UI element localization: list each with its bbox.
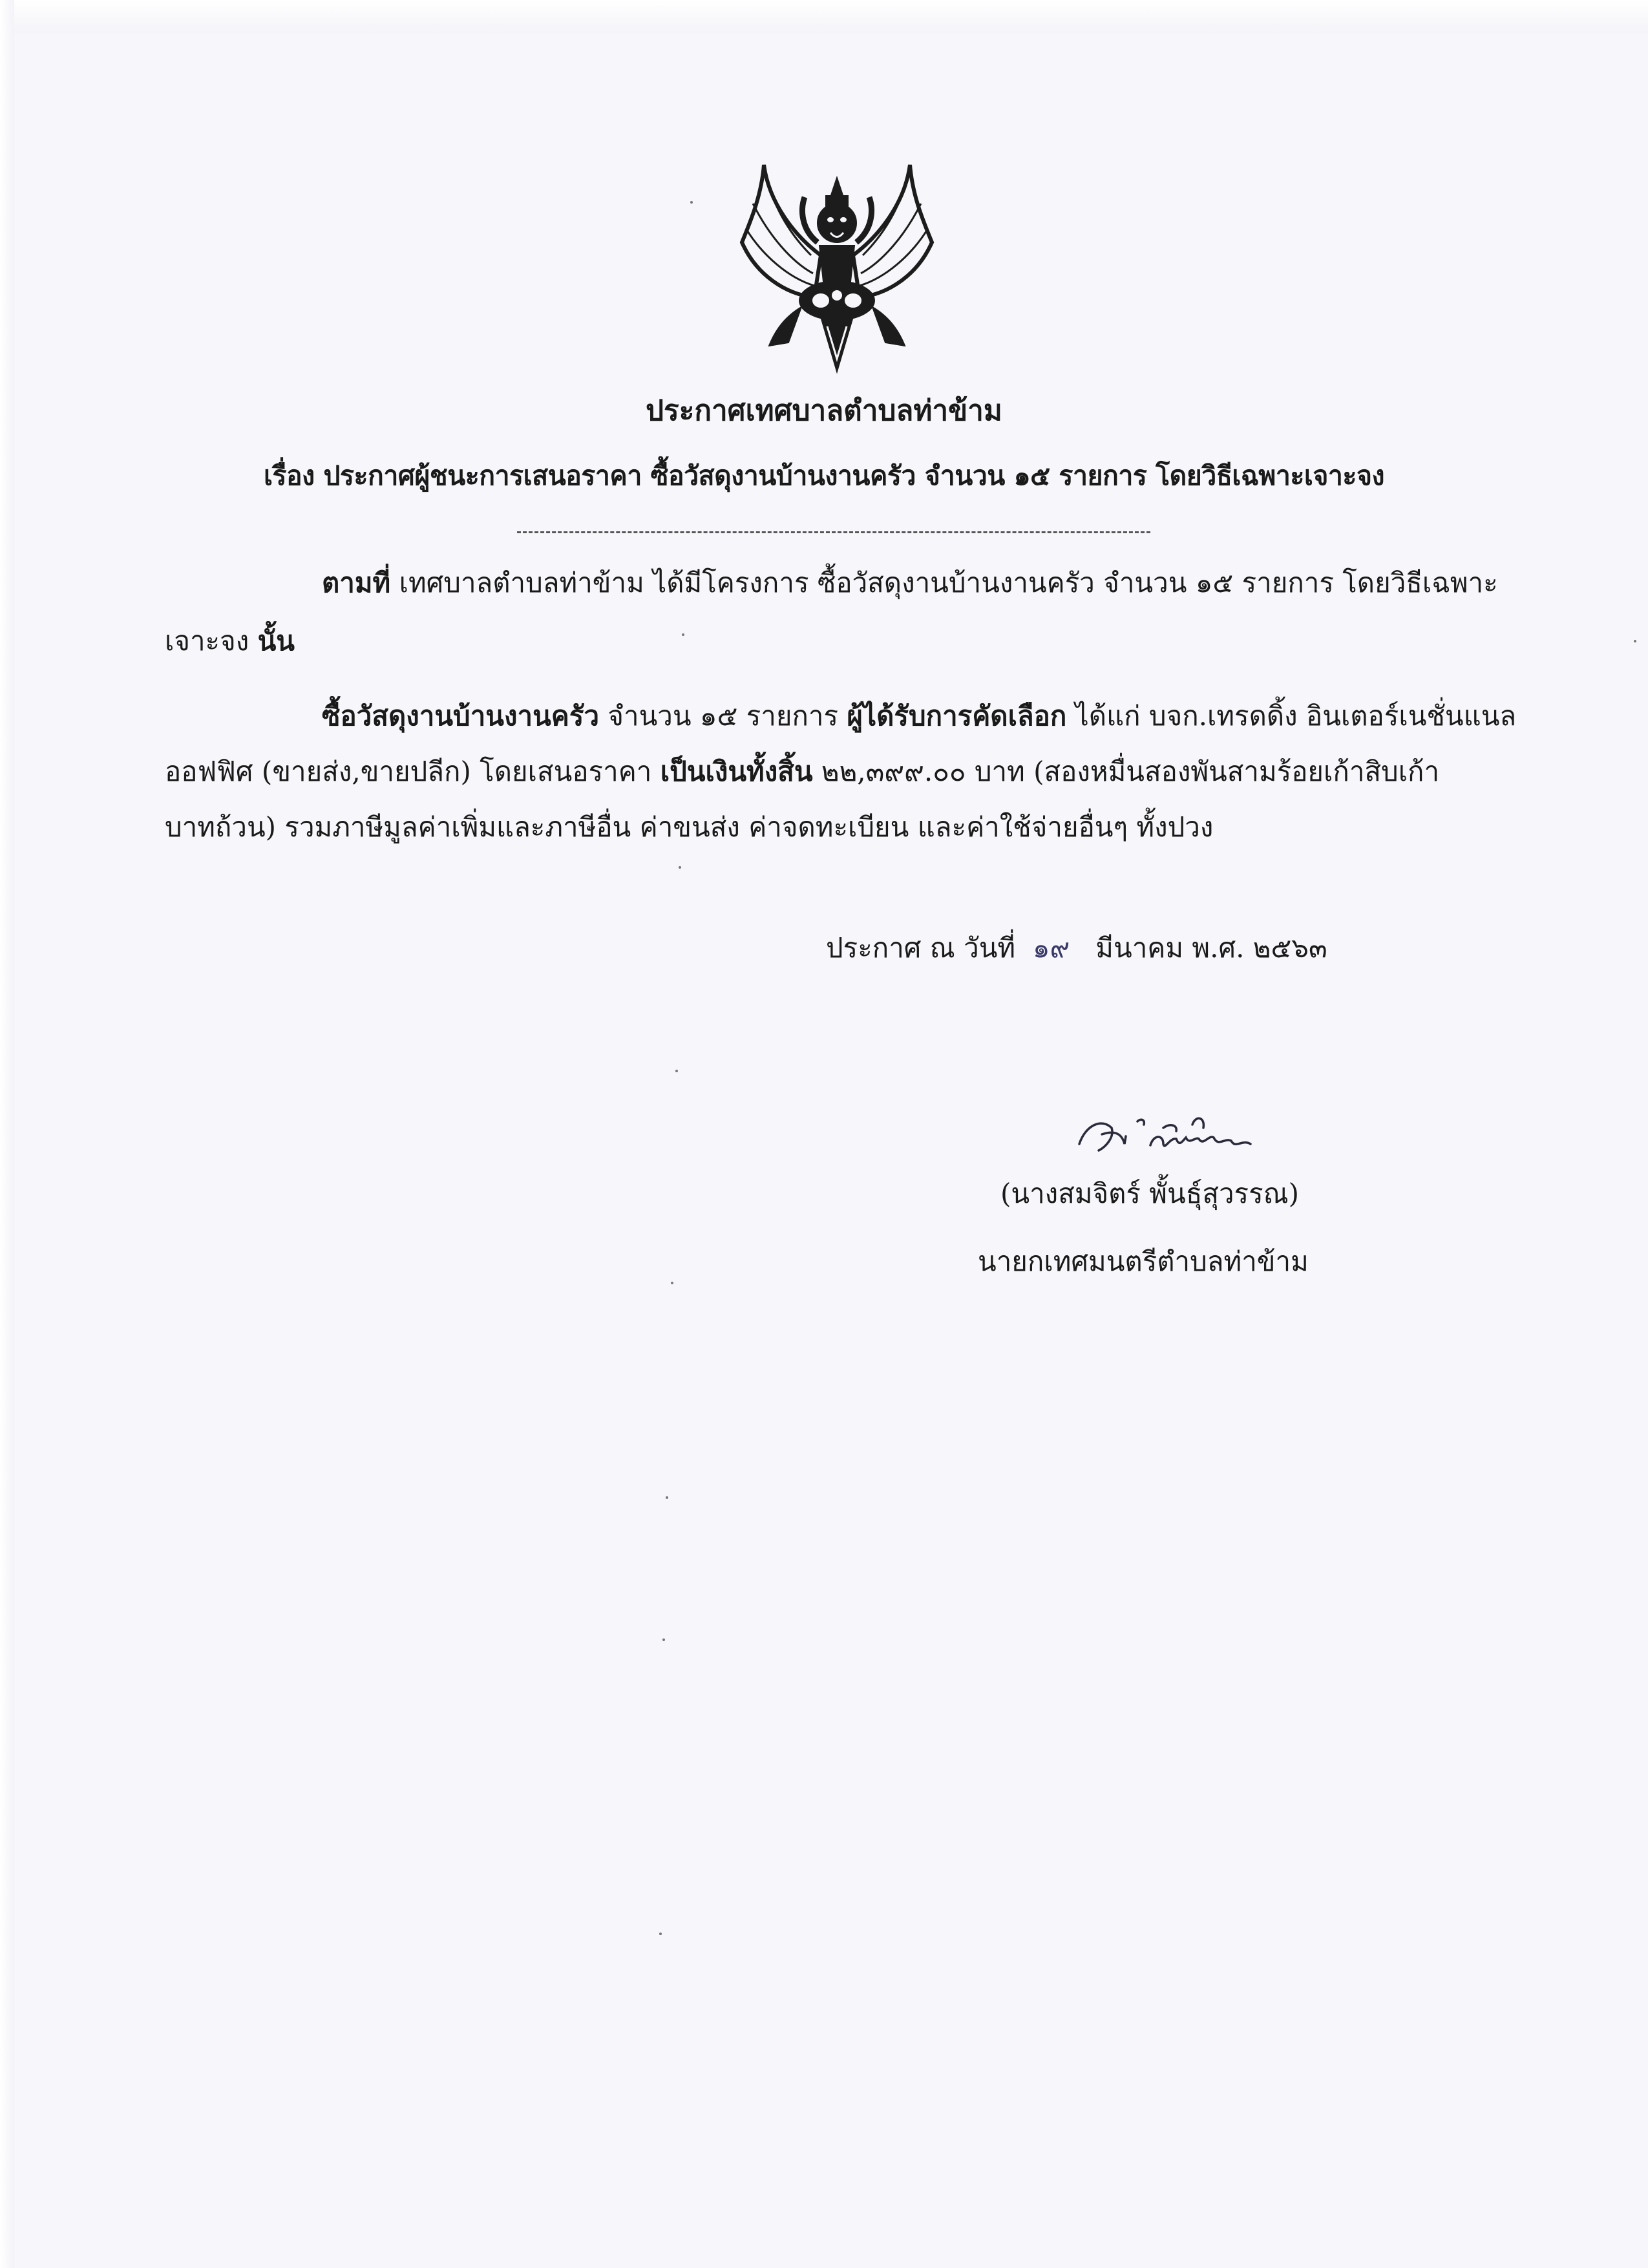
paragraph-line <box>165 622 295 661</box>
scan-edge <box>0 0 1648 34</box>
handwritten-signature-icon <box>1066 1099 1260 1170</box>
paragraph-lead: ซื้อวัสดุงานบ้านงานครัว <box>322 700 600 732</box>
paragraph-lead: ตามที่ <box>322 567 391 599</box>
divider <box>517 531 1150 533</box>
paragraph-bold: เป็นเงินทั้งสิ้น <box>660 756 813 787</box>
scan-speck <box>682 633 684 636</box>
paragraph-text: จำนวน ๑๕ รายการ <box>599 700 847 732</box>
document-subject: เรื่อง ประกาศผู้ชนะการเสนอราคา ซื้อวัสดุงานบ้านงานครัว จำนวน ๑๕ รายการ โดยวิธีเฉพาะเจาะจง <box>264 460 1384 491</box>
paragraph-line <box>322 697 1516 736</box>
paragraph-text: บาทถ้วน) รวมภาษีมูลค่าเพิ่มและภาษีอื่น ค่าขนส่ง ค่าจดทะเบียน และค่าใช้จ่ายอื่นๆ ทั้งปวง <box>165 811 1214 843</box>
document-title: ประกาศเทศบาลตำบลท่าข้าม <box>646 394 1002 427</box>
paragraph-text: เจาะจง <box>165 625 258 657</box>
garuda-emblem-icon <box>724 158 950 385</box>
scan-speck <box>675 1070 678 1072</box>
signer-name: (นางสมจิตร์ พั้นธุ์สุวรรณ) <box>1000 1178 1300 1209</box>
date-day: ๑๙ <box>1032 932 1070 964</box>
scan-speck <box>666 1496 668 1499</box>
paragraph-text: เทศบาลตำบลท่าข้าม ได้มีโครงการ ซื้อวัสดุงานบ้านงานครัว จำนวน ๑๕ รายการ โดยวิธีเฉพาะ <box>390 567 1498 599</box>
date-prefix: ประกาศ ณ วันที่ <box>826 932 1016 964</box>
scan-speck <box>1634 640 1636 642</box>
paragraph-text: ออฟฟิศ (ขายส่ง,ขายปลีก) โดยเสนอราคา <box>165 756 660 787</box>
scan-speck <box>659 1933 662 1935</box>
announcement-date <box>826 929 1327 968</box>
scan-speck <box>679 866 681 869</box>
date-month-year: มีนาคม พ.ศ. ๒๕๖๓ <box>1095 932 1327 964</box>
paragraph-line <box>165 808 1213 847</box>
paragraph-text: ๒๒,๓๙๙.๐๐ บาท (สองหมื่นสองพันสามร้อยเก้าสิบเก้า <box>812 756 1440 787</box>
paragraph-bold: ผู้ได้รับการคัดเลือก <box>847 700 1067 732</box>
scan-speck <box>662 1638 665 1641</box>
signer-position: นายกเทศมนตรีตำบลท่าข้าม <box>978 1245 1309 1277</box>
scan-edge <box>0 0 14 2268</box>
paragraph-text: ได้แก่ บจก.เทรดดิ้ง อินเตอร์เนชั่นแนล <box>1066 700 1517 732</box>
scan-speck <box>690 201 693 204</box>
scan-speck <box>671 1282 673 1284</box>
paragraph-line <box>165 752 1439 791</box>
paragraph-line <box>322 564 1498 602</box>
paragraph-bold: นั้น <box>257 625 295 657</box>
